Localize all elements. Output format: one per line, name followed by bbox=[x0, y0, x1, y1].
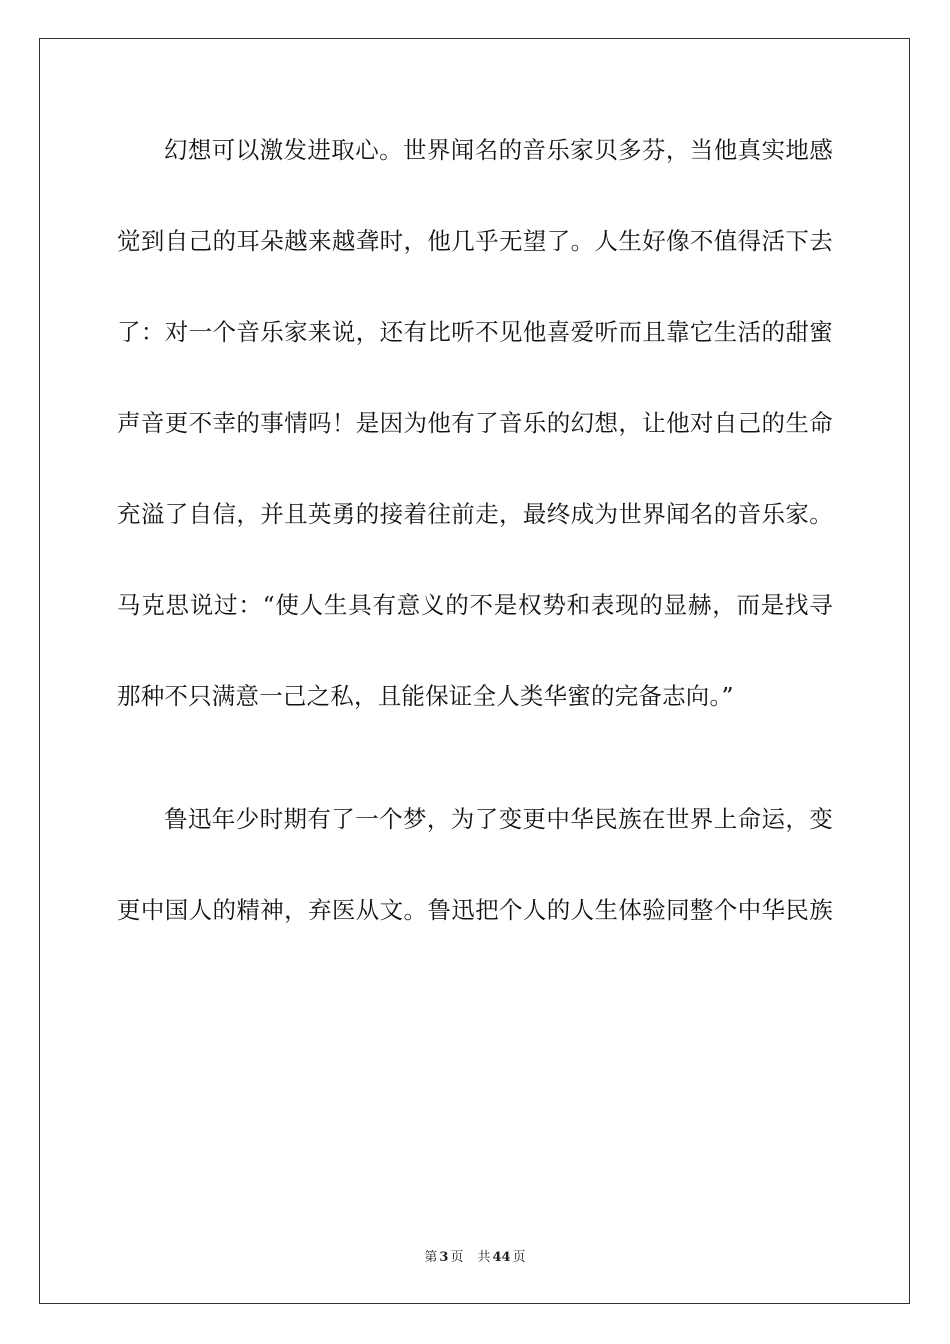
total-pages: 44 bbox=[492, 1250, 511, 1265]
paragraph-1-line-3: 了：对一个音乐家来说，还有比听不见他喜爱听而且靠它生活的甜蜜 bbox=[117, 318, 833, 346]
total-suffix: 页 bbox=[512, 1250, 526, 1265]
paragraph-2-line-1: 鲁迅年少时期有了一个梦，为了变更中华民族在世界上命运，变 bbox=[164, 805, 833, 833]
paragraph-1-line-2: 觉到自己的耳朵越来越聋时，他几乎无望了。人生好像不值得活下去 bbox=[117, 227, 833, 255]
page-footer bbox=[0, 1246, 950, 1265]
paragraph-1-line-6: 马克思说过：“使人生具有意义的不是权势和表现的显赫，而是找寻 bbox=[117, 591, 833, 619]
total-prefix: 共 bbox=[477, 1250, 491, 1265]
paragraph-1-line-5: 充溢了自信，并且英勇的接着往前走，最终成为世界闻名的音乐家。 bbox=[117, 500, 833, 528]
page-number: 3 bbox=[439, 1250, 449, 1265]
paragraph-1-line-4: 声音更不幸的事情吗！是因为他有了音乐的幻想，让他对自己的生命 bbox=[117, 409, 833, 437]
paragraph-1-line-7: 那种不只满意一己之私，且能保证全人类华蜜的完备志向。” bbox=[117, 682, 734, 710]
page-prefix: 第 bbox=[424, 1250, 438, 1265]
page-suffix: 页 bbox=[450, 1250, 464, 1265]
paragraph-1-line-1: 幻想可以激发进取心。世界闻名的音乐家贝多芬，当他真实地感 bbox=[164, 136, 833, 164]
paragraph-2-line-2: 更中国人的精神，弃医从文。鲁迅把个人的人生体验同整个中华民族 bbox=[117, 896, 833, 924]
